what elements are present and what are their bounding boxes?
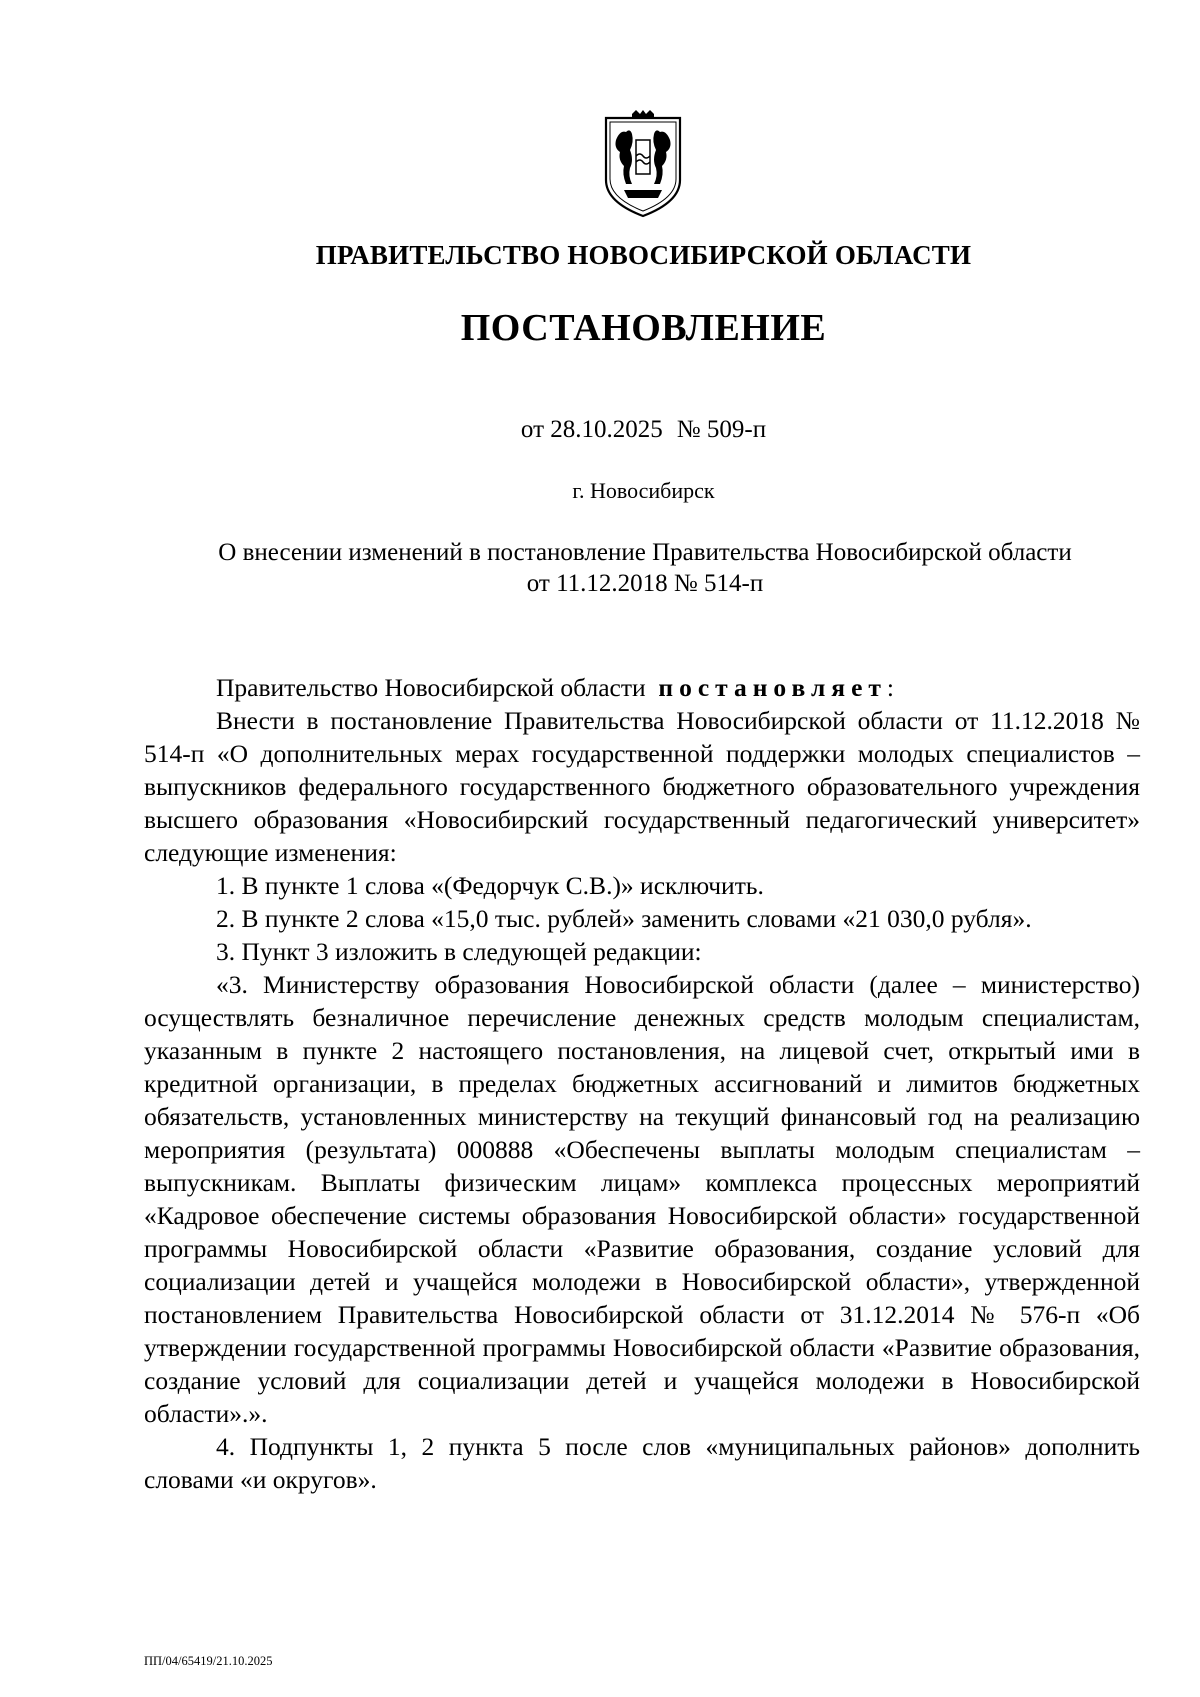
list-item-2: 2. В пункте 2 слова «15,0 тыс. рублей» заменить словами «21 030,0 рубля». xyxy=(216,904,1032,933)
list-item-3: 3. Пункт 3 изложить в следующей редакции: xyxy=(216,937,702,966)
intro-suffix: : xyxy=(886,673,895,702)
intro-prefix: Правительство Новосибирской области xyxy=(216,673,646,702)
intro-keyword: постановляет xyxy=(658,673,887,702)
document-code: ПП/04/65419/21.10.2025 xyxy=(144,1654,273,1668)
subject-line-1: О внесении изменений в постановление Правительства Новосибирской области xyxy=(218,539,1072,566)
document-type-title: ПОСТАНОВЛЕНИЕ xyxy=(460,307,827,349)
document-subject xyxy=(150,537,1140,599)
city-line: г. Новосибирск xyxy=(572,478,715,503)
document-date: от 28.10.2025 xyxy=(520,416,663,443)
coat-of-arms-icon xyxy=(602,110,684,220)
date-number-line xyxy=(0,416,1200,444)
document-number: № 509-п xyxy=(676,416,767,443)
paragraph-main: Внести в постановление Правительства Новосибирской области от 11.12.2018 № 514-п «О дополнительных мерах государственной поддержки молодых специалистов – выпускников федерального государственного бюджетного образовательного учреждения высшего образования «Новосибирский государственный педагогический университет» следующие изменения: xyxy=(144,706,1140,867)
list-item-3-text: «3. Министерству образования Новосибирской области (далее – министерство) осуществлять безналичное перечисление денежных средств молодым специалистам, указанным в пункте 2 настоящего постановления, на лицевой счет, открытый ими в кредитной организации, в пределах бюджетных ассигнований и лимитов бюджетных обязательств, установленных министерству на текущий финансовый год на реализацию мероприятия (результата) 000888 «Обеспечены выплаты молодым специалистам – выпускникам. Выплаты физическим лицам» комплекса процессных мероприятий «Кадровое обеспечение системы образования Новосибирской области» государственной программы Новосибирской области «Развитие образования, создание условий для социализации детей и учащейся молодежи в Новосибирской области», утвержденной постановлением Правительства Новосибирской области от 31.12.2014 № 576-п «Об утверждении государственной программы Новосибирской области «Развитие образования, создание условий для социализации детей и учащейся молодежи в Новосибирской области».». xyxy=(144,970,1140,1428)
organization-title: ПРАВИТЕЛЬСТВО НОВОСИБИРСКОЙ ОБЛАСТИ xyxy=(315,240,972,270)
document-body xyxy=(144,671,1140,1496)
list-item-1: 1. В пункте 1 слова «(Федорчук С.В.)» исключить. xyxy=(216,871,764,900)
subject-line-2: от 11.12.2018 № 514-п xyxy=(526,570,764,597)
intro-paragraph xyxy=(144,671,1140,704)
list-item-4: 4. Подпункты 1, 2 пункта 5 после слов «муниципальных районов» дополнить словами «и округов». xyxy=(144,1432,1140,1494)
